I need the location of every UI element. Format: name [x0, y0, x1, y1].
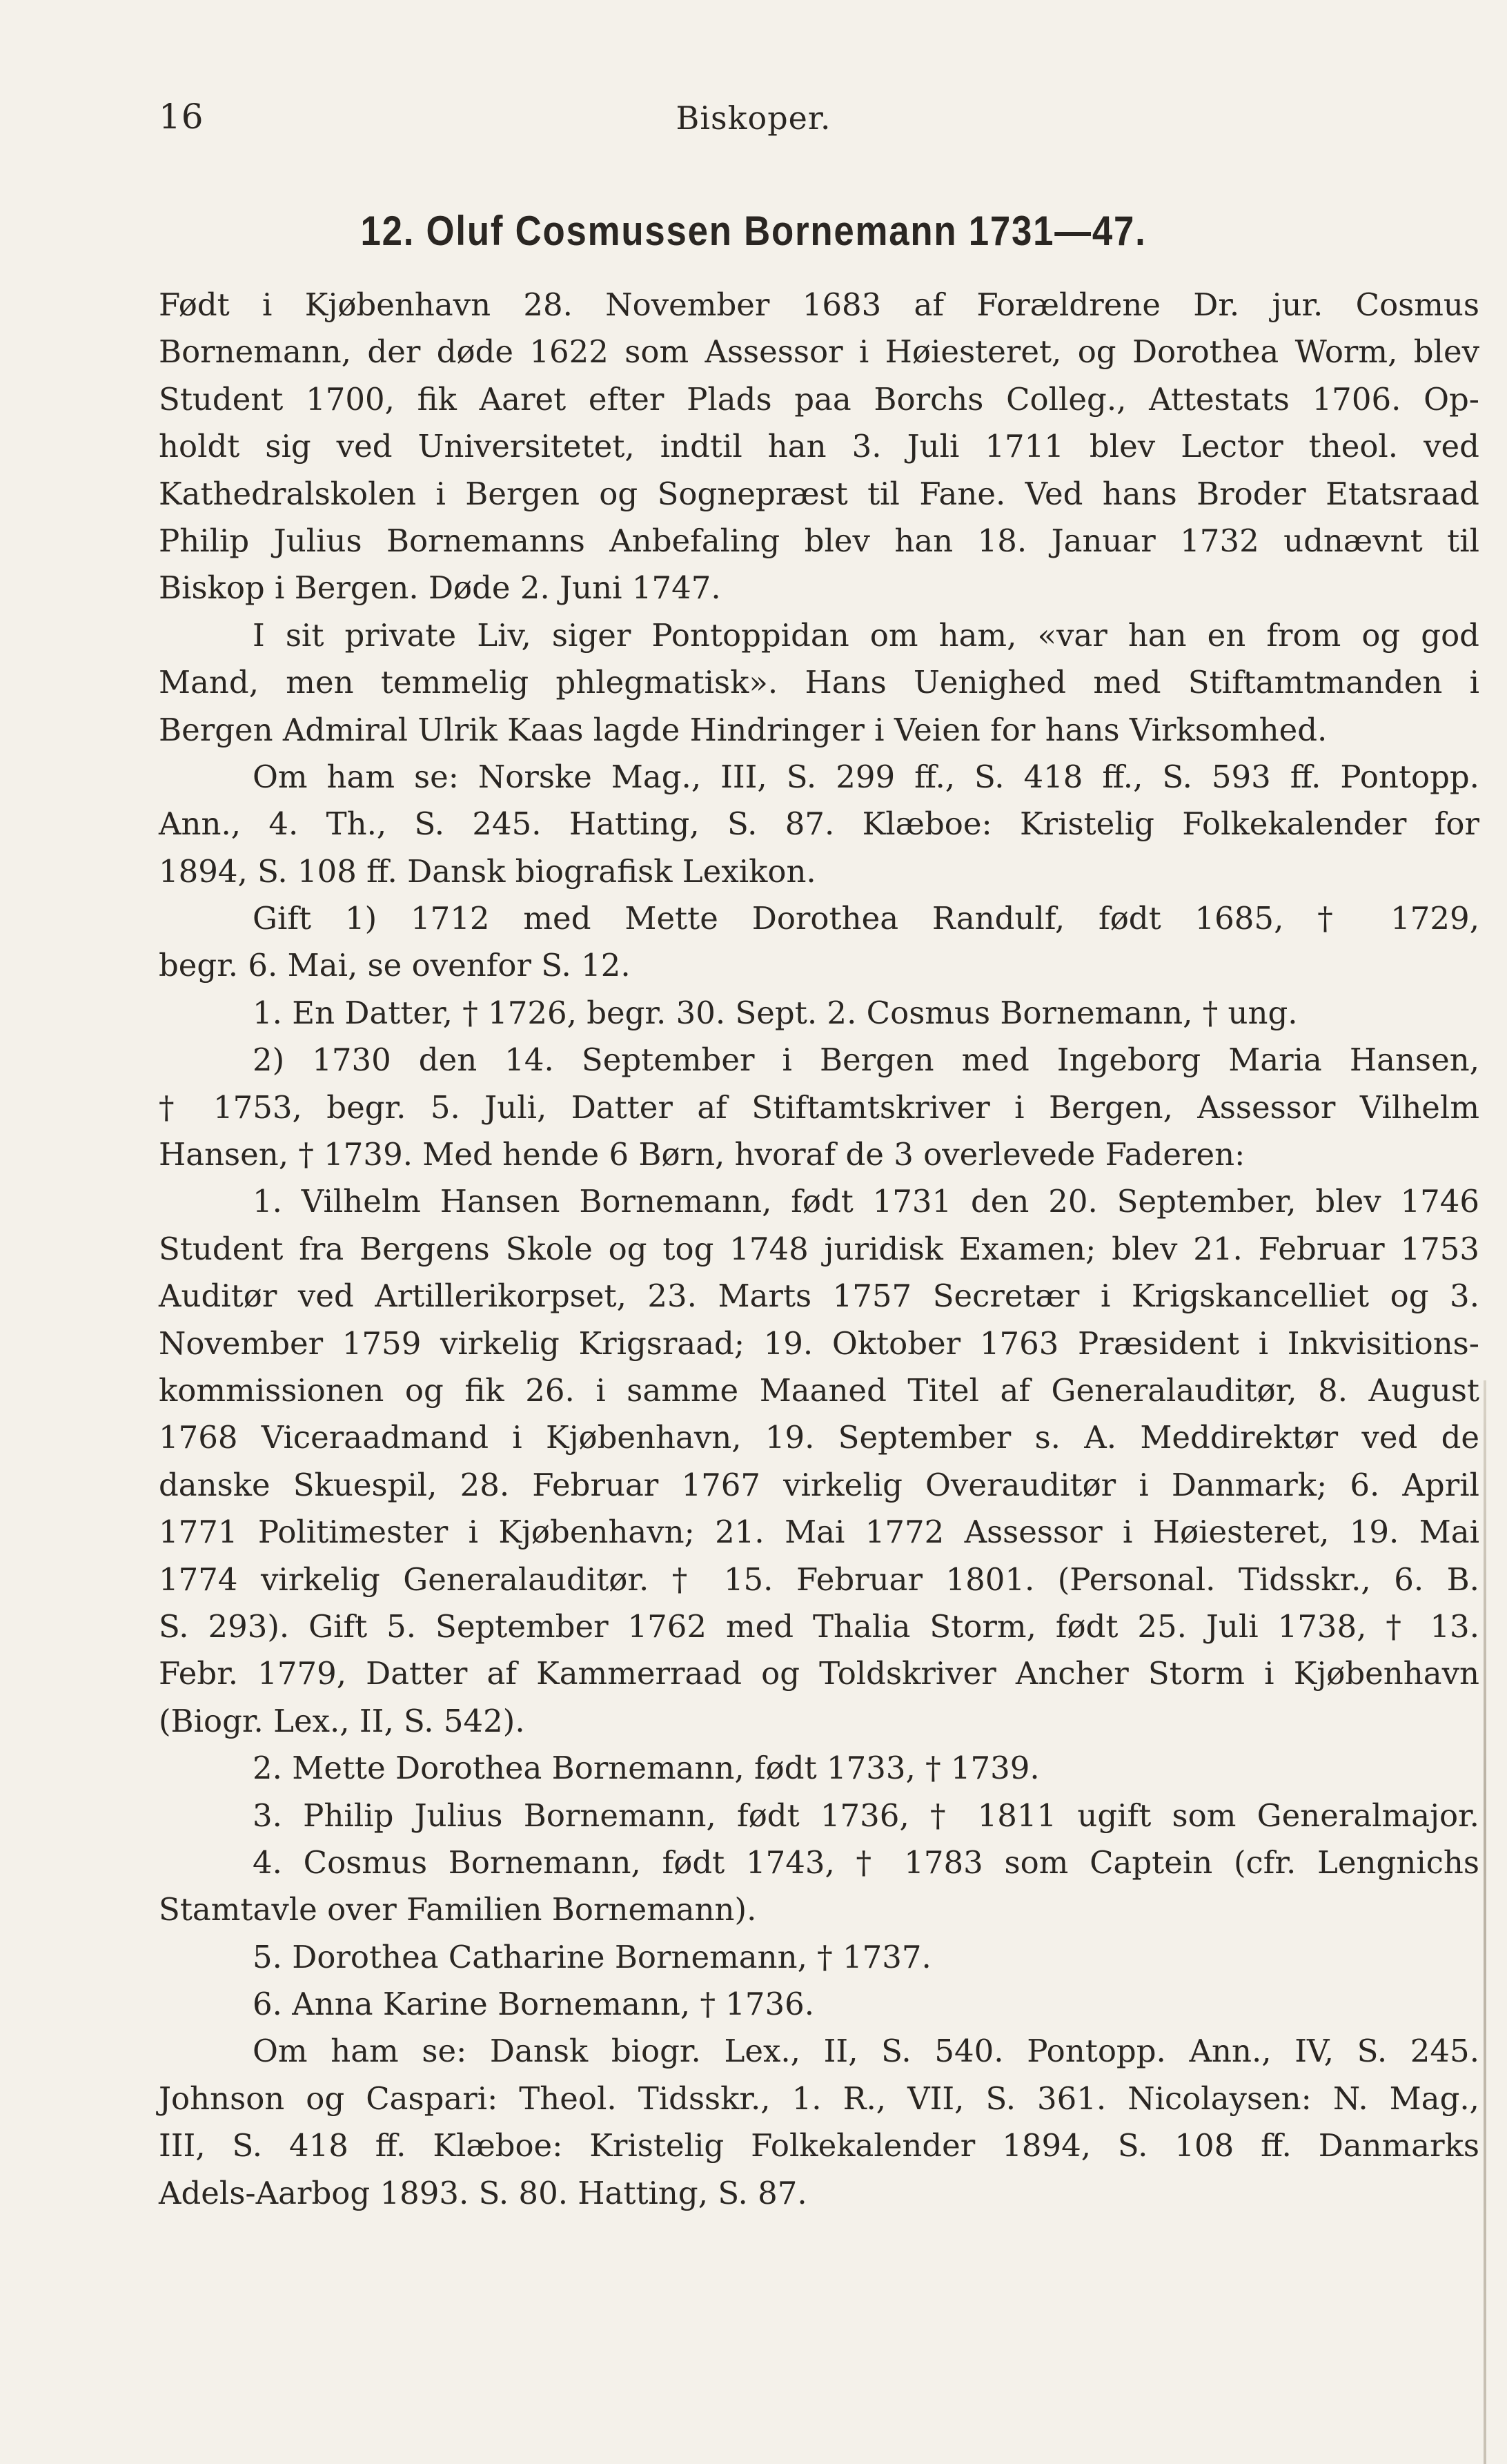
section-heading: 12. Oluf Cosmussen Bornemann 1731—47. [360, 208, 1147, 254]
text-line: November 1759 virkelig Krigsraad; 19. Oktober 1763 Præsident i Inkvisitions- [159, 1324, 1479, 1362]
text-line: I sit private Liv, siger Pontoppidan om ham, «var han en from og god [253, 616, 1479, 654]
text-line: Biskop i Bergen. Døde 2. Juni 1747. [159, 569, 721, 607]
text-line: 4. Cosmus Bornemann, født 1743, † 1783 som Captein (cfr. Lengnichs [253, 1844, 1479, 1881]
text-line: Om ham se: Norske Mag., III, S. 299 ff., S. 418 ff., S. 593 ff. Pontopp. [253, 758, 1479, 795]
text-line: S. 293). Gift 5. September 1762 med Thalia Storm, født 25. Juli 1738, † 13. [159, 1607, 1479, 1645]
text-line: Bergen Admiral Ulrik Kaas lagde Hindringer i Veien for hans Virksomhed. [159, 711, 1328, 748]
text-line: 2) 1730 den 14. September i Bergen med Ingeborg Maria Hansen, [253, 1042, 1479, 1079]
text-line: 1774 virkelig Generalauditør. † 15. Februar 1801. (Personal. Tidsskr., 6. B. [159, 1561, 1479, 1598]
text-line: Stamtavle over Familien Bornemann). [159, 1891, 757, 1928]
text-line: 1894, S. 108 ff. Dansk biografisk Lexikon. [159, 852, 816, 890]
text-line: † 1753, begr. 5. Juli, Datter af Stiftamtskriver i Bergen, Assessor Vilhelm [159, 1088, 1479, 1126]
text-line: begr. 6. Mai, se ovenfor S. 12. [159, 947, 631, 984]
text-line: III, S. 418 ff. Klæboe: Kristelig Folkekalender 1894, S. 108 ff. Danmarks [159, 2127, 1479, 2164]
text-line: Adels-Aarbog 1893. S. 80. Hatting, S. 87. [159, 2174, 807, 2211]
running-title: Biskoper. [676, 99, 831, 137]
text-line: 1771 Politimester i Kjøbenhavn; 21. Mai 1772 Assessor i Høiesteret, 19. Mai [159, 1514, 1479, 1551]
text-line: Auditør ved Artillerikorpset, 23. Marts 1757 Secretær i Krigskancelliet og 3. [159, 1278, 1479, 1315]
body-text [159, 282, 1479, 2217]
running-head [159, 97, 1348, 152]
text-line: Philip Julius Bornemanns Anbefaling blev han 18. Januar 1732 udnævnt til [159, 522, 1479, 559]
text-line: Gift 1) 1712 med Mette Dorothea Randulf, født 1685, † 1729, [253, 900, 1479, 937]
text-line: kommissionen og fik 26. i samme Maaned Titel af Generalauditør, 8. August [159, 1371, 1479, 1409]
text-line: Johnson og Caspari: Theol. Tidsskr., 1. R., VII, S. 361. Nicolaysen: N. Mag., [159, 2080, 1479, 2117]
text-line: 5. Dorothea Catharine Bornemann, † 1737. [253, 1938, 932, 1975]
text-line: Bornemann, der døde 1622 som Assessor i Høiesteret, og Dorothea Worm, blev [159, 333, 1479, 371]
text-line: holdt sig ved Universitetet, indtil han 3. Juli 1711 blev Lector theol. ved [159, 428, 1479, 465]
text-line: Kathedralskolen i Bergen og Sognepræst til Fane. Ved hans Broder Etatsraad [159, 475, 1479, 512]
text-line: Hansen, † 1739. Med hende 6 Børn, hvoraf de 3 overlevede Faderen: [159, 1136, 1245, 1173]
text-line: 1. En Datter, † 1726, begr. 30. Sept. 2. Cosmus Bornemann, † ung. [253, 994, 1298, 1031]
text-line: (Biogr. Lex., II, S. 542). [159, 1702, 525, 1739]
text-line: Febr. 1779, Datter af Kammerraad og Toldskriver Ancher Storm i Kjøbenhavn [159, 1655, 1479, 1692]
text-line: 1768 Viceraadmand i Kjøbenhavn, 19. September s. A. Meddirektør ved de [159, 1419, 1479, 1456]
text-line: Student fra Bergens Skole og tog 1748 juridisk Examen; blev 21. Februar 1753 [159, 1230, 1479, 1267]
text-line: Født i Kjøbenhavn 28. November 1683 af Forældrene Dr. jur. Cosmus [159, 286, 1479, 323]
text-line: 1. Vilhelm Hansen Bornemann, født 1731 den 20. September, blev 1746 [253, 1183, 1479, 1220]
text-line: danske Skuespil, 28. Februar 1767 virkelig Overauditør i Danmark; 6. April [159, 1466, 1479, 1503]
text-line: 6. Anna Karine Bornemann, † 1736. [253, 1986, 815, 2023]
text-line: Ann., 4. Th., S. 245. Hatting, S. 87. Klæboe: Kristelig Folkekalender for [159, 805, 1479, 843]
text-line: Student 1700, fik Aaret efter Plads paa Borchs Colleg., Attestats 1706. Op- [159, 380, 1479, 418]
text-line: 3. Philip Julius Bornemann, født 1736, † 1811 ugift som Generalmajor. [253, 1797, 1479, 1834]
page-edge-shadow [1484, 1380, 1486, 2464]
text-line: 2. Mette Dorothea Bornemann, født 1733, † 1739. [253, 1750, 1040, 1787]
text-line: Mand, men temmelig phlegmatisk». Hans Uenighed med Stiftamtmanden i [159, 664, 1479, 701]
page-number: 16 [159, 97, 204, 137]
text-line: Om ham se: Dansk biogr. Lex., II, S. 540. Pontopp. Ann., IV, S. 245. [253, 2033, 1479, 2070]
